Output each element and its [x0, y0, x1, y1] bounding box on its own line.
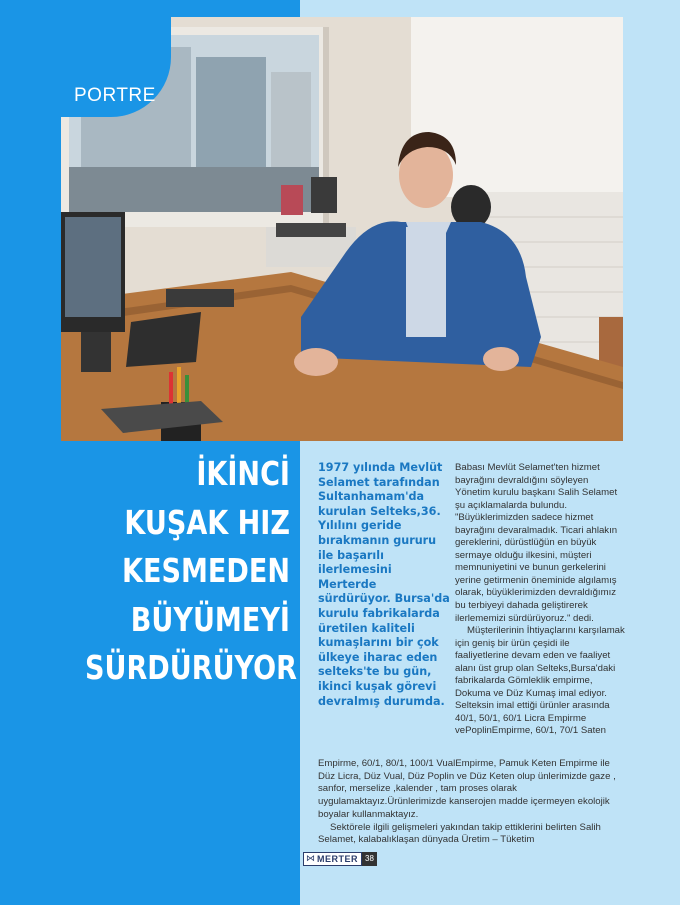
- body-paragraph: Müşterilerinin İhtiyaçlarını karşılamak için geniş bir ürün çeşidi ile faaliyetlerine devam eden ve faaliyet alanı üst grup olan Selteks,Bursa'daki fabrikalarda Gömleklik empirme, Dokuma ve Düz Kumaş imal ediyor. Selteksin imal ettiği ürünler arasında 40/1, 50/1, 60/1 Licra Empirme vePoplinEmpirme, 60/1, 70/1 Saten: [455, 625, 625, 737]
- body-paragraph: Babası Mevlüt Selamet'ten hizmet bayrağını devraldığını söyleyen Yönetim kurulu başkanı Salih Selamet şu açıklamalarda bulundu. "Büyüklerimizden sadece hizmet bayrağını devaralmadık. Ticari ahlakın gereklerini, dürüstlüğün en büyük sermaye olduğu ilkesini, müşteri memnuniyetini ve bunun gerkelerini yerine getirmenin öneminide algılamış olarak, büyüklerimizden devraldığımız bu terbiyeyi dahada geliştirerek ilerlememizi sürdürüyoruz." dedi.: [455, 462, 618, 624]
- headline-line: KESMEDEN: [122, 551, 290, 590]
- footer-logo: [303, 852, 377, 866]
- section-label: PORTRE: [74, 85, 156, 106]
- headline-line: BÜYÜMEYİ: [130, 599, 290, 639]
- lead-paragraph: 1977 yılında Mevlüt Selamet tarafından Sultanhamam'da kurulan Selteks,36. Yılılını geride bırakmanın gururu ile başarılı ilerlemesini Merterde sürdürüyor. Bursa'da kurulu fabrikalarda üretilen kaliteli kumaşlarını bir çok ülkeye iharac eden selteks'te bu gün, ikinci kuşak görevi devralmış durumda.: [318, 461, 450, 708]
- body-paragraph: Empirme, 60/1, 80/1, 100/1 VualEmpirme, Pamuk Keten Empirme ile Düz Licra, Düz Vual, Düz Poplin ve Düz Keten olup ünlerimizde gaze , sanfor, merselize ,kalender , tam proses olarak uygulamaktayız.Ürünlerimizde kanserojen madde içermeyen ekolojik boyalar kullanmaktayız.: [318, 758, 616, 820]
- logo-text: MERTER: [317, 854, 358, 864]
- magazine-logo: [303, 852, 362, 866]
- article-headline: [40, 450, 298, 693]
- headline-line: SÜRDÜRÜYOR: [85, 648, 298, 687]
- headline-line: İKİNCİ: [196, 454, 290, 493]
- crown-icon: ⋈: [306, 854, 315, 864]
- body-paragraph: Sektörele ilgili gelişmeleri yakından takip ettiklerini belirten Salih Selamet, kalabalıklaşan dünyada Üretim – Tüketim: [318, 821, 601, 846]
- page-number: 38: [362, 852, 377, 866]
- headline-line: KUŞAK HIZ: [124, 502, 291, 542]
- body-bottom: [318, 758, 628, 847]
- body-column: [455, 462, 625, 738]
